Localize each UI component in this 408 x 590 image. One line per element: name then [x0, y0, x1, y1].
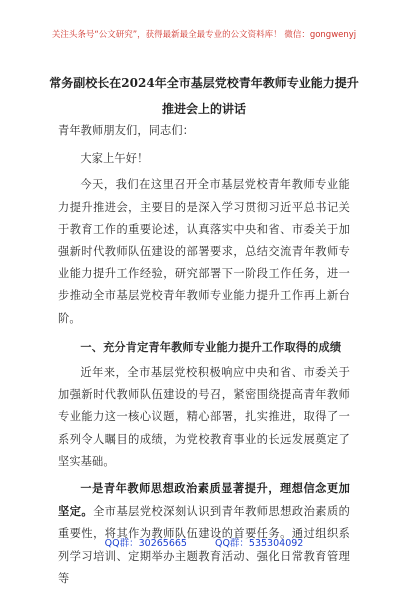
greeting: 大家上午好！: [80, 152, 149, 166]
qq-group-2: QQ群：535304092: [214, 538, 304, 549]
document-body: [58, 120, 350, 590]
section-paragraph: 近年来，全市基层党校积极响应中央和省、市委关于加强新时代教师队伍建设的号召，紧密围绕提高青年教师专业能力这一核心议题，精心部署，扎实推进，取得了一系列令人瞩目的成绩，为党校教育事业的长远发展奠定了坚实基础。: [58, 366, 350, 468]
top-banner: 关注头条号“公文研究”，获得最新最全最专业的公文资料库！ 微信：gongwenyj: [51, 30, 357, 40]
footer-bar: [0, 535, 408, 549]
point-lead: 一是青年教师思想政治素质显著提升，理想信念更加坚定。: [58, 481, 350, 519]
document-title: 常务副校长在2024年全市基层党校青年教师专业能力提升推进会上的讲话: [49, 76, 359, 116]
section-heading: 一、充分肯定青年教师专业能力提升工作取得的成绩: [80, 339, 342, 354]
point-paragraph: [58, 477, 350, 590]
qq-group-1: QQ群：30265665: [104, 538, 187, 549]
salutation: 青年教师朋友们，同志们：: [58, 124, 195, 137]
intro-paragraph: 今天，我们在这里召开全市基层党校青年教师专业能力提升推进会，主要目的是深入学习贯彻习近平总书记关于教育工作的重要论述，认真落实中央和省、市委关于加强新时代教师队伍建设的部署要求，总结交流青年教师专业能力提升工作经验，研究部署下一阶段工作任务，进一步推动全市基层党校青年教师专业能力提升工作再上新台阶。: [58, 178, 350, 325]
point-body: 全市基层党校深刻认识到青年教师思想政治素质的重要性，将其作为教师队伍建设的首要任务。通过组织系列学习培训、定期举办主题教育活动、强化日常教育管理等: [58, 505, 350, 585]
